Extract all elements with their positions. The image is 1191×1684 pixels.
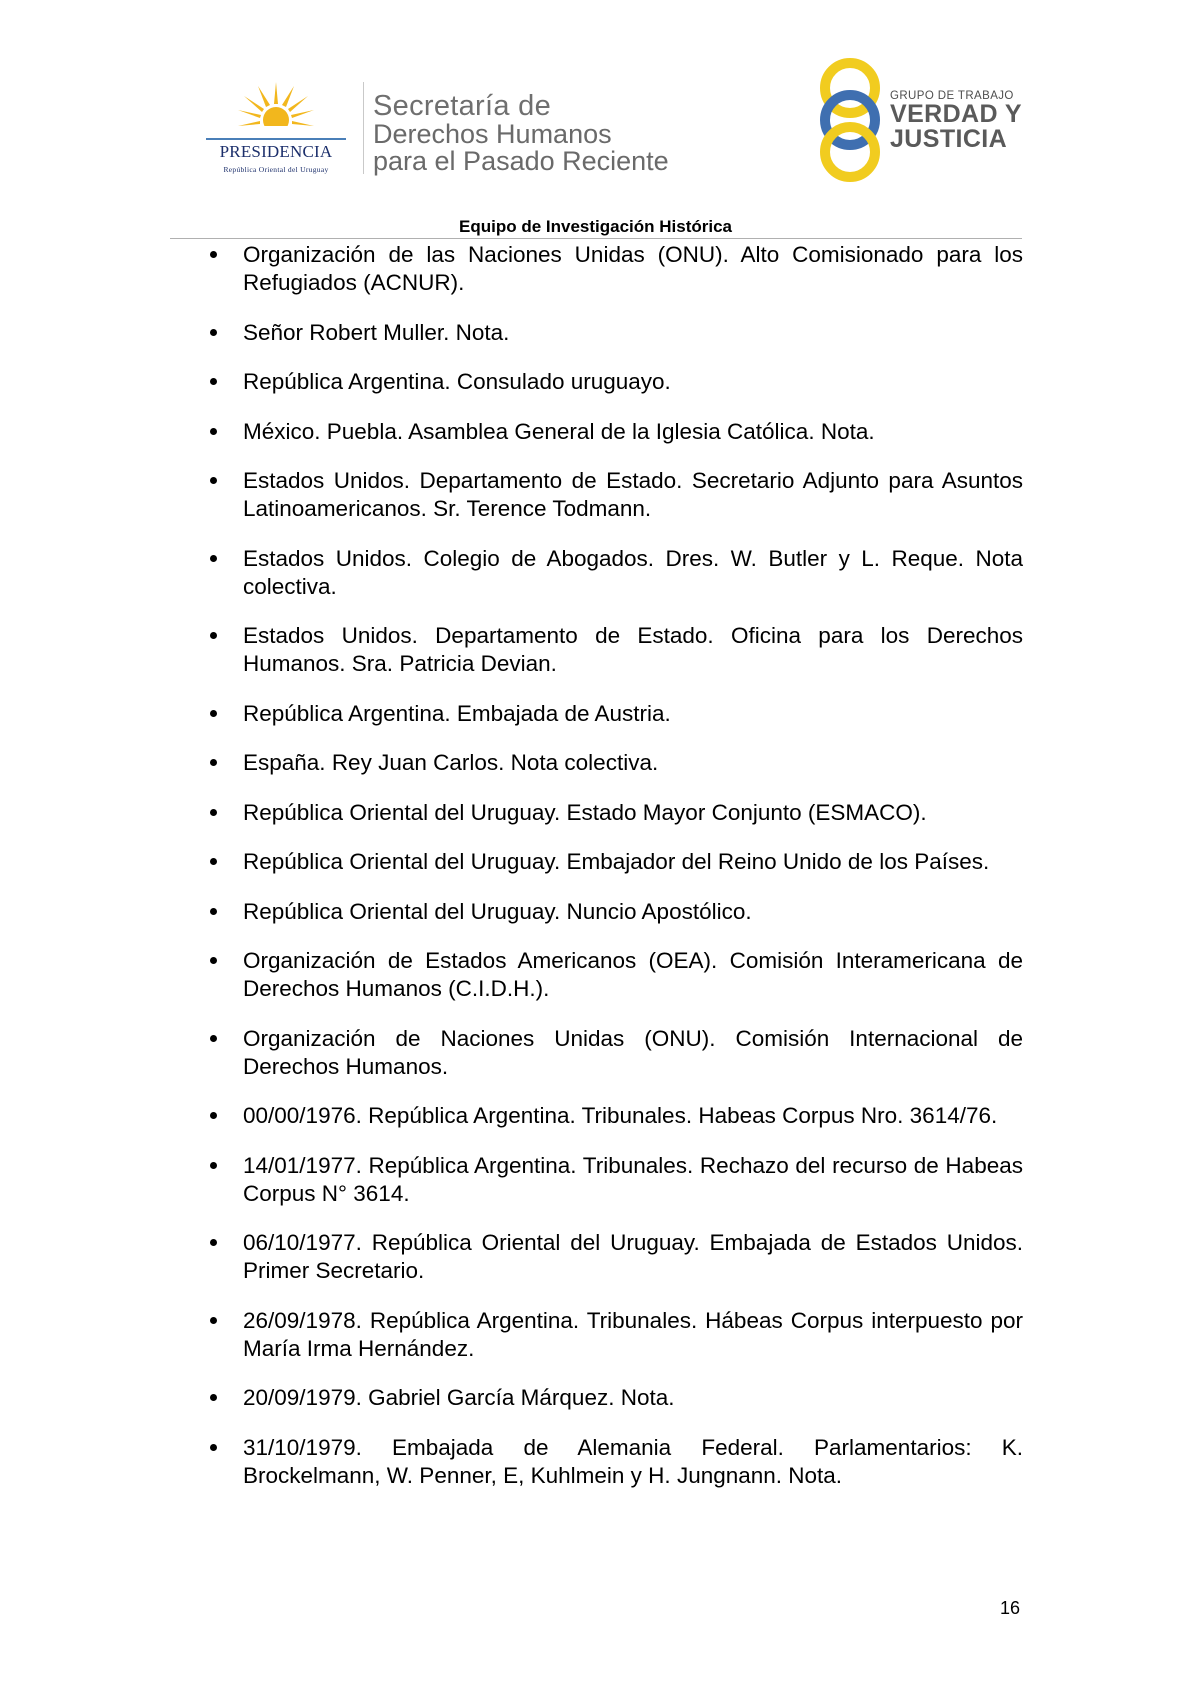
list-item	[205, 622, 1023, 678]
list-item-text: República Argentina. Embajada de Austria.	[243, 700, 671, 726]
list-item-text: Estados Unidos. Departamento de Estado. Oficina para los Derechos Humanos. Sra. Patricia Devian.	[243, 623, 1023, 676]
list-item-text: 06/10/1977. República Oriental del Uruguay. Embajada de Estados Unidos. Primer Secretario.	[243, 1230, 1023, 1283]
list-item-text: República Oriental del Uruguay. Embajador del Reino Unido de los Países.	[243, 849, 990, 874]
list-item-text: Organización de las Naciones Unidas (ONU). Alto Comisionado para los Refugiados (ACNUR).	[243, 242, 1023, 295]
justicia-label: JUSTICIA	[890, 125, 1008, 153]
list-item	[205, 368, 1023, 396]
bullet-icon	[210, 957, 217, 964]
presidencia-rule	[206, 138, 346, 140]
list-item-text: Organización de Estados Americanos (OEA). Comisión Interamericana de Derechos Humanos (C.I.D.H.).	[243, 948, 1023, 1001]
bullet-icon	[210, 1035, 217, 1042]
page-header	[0, 0, 1191, 236]
bullet-icon	[210, 632, 217, 639]
bullet-icon	[210, 809, 217, 816]
header-rule	[170, 238, 1022, 239]
section-title: Equipo de Investigación Histórica	[459, 217, 732, 236]
bullet-icon	[210, 555, 217, 562]
grupo-trabajo-label: GRUPO DE TRABAJO	[890, 90, 1014, 102]
list-item-text: Estados Unidos. Departamento de Estado. Secretario Adjunto para Asuntos Latinoamericanos. Sr. Terence Todmann.	[243, 468, 1023, 521]
list-item-text: Organización de Naciones Unidas (ONU). Comisión Internacional de Derechos Humanos.	[243, 1025, 1023, 1079]
list-item	[205, 799, 1023, 827]
sun-icon	[236, 80, 316, 140]
list-item-text: 14/01/1977. República Argentina. Tribunales. Rechazo del recurso de Habeas Corpus N° 3614.	[243, 1152, 1023, 1206]
bullet-icon	[210, 858, 217, 865]
list-item	[205, 1025, 1023, 1081]
list-item	[205, 898, 1023, 926]
rings-icon	[818, 58, 888, 182]
list-item-text: 20/09/1979. Gabriel García Márquez. Nota.	[243, 1385, 675, 1410]
list-item	[205, 700, 1023, 728]
list-item	[205, 947, 1023, 1003]
bullet-icon	[210, 1394, 217, 1401]
list-item-text: Señor Robert Muller. Nota.	[243, 319, 510, 345]
bullet-icon	[210, 1239, 217, 1246]
list-item	[205, 848, 1023, 876]
secretaria-logo-text	[373, 92, 669, 175]
bullet-icon	[210, 1162, 217, 1169]
list-item-text: 00/00/1976. República Argentina. Tribunales. Habeas Corpus Nro. 3614/76.	[243, 1103, 998, 1128]
bullet-icon	[210, 710, 217, 717]
list-item	[205, 1102, 1023, 1130]
secretaria-line-3: para el Pasado Reciente	[373, 146, 669, 176]
list-item-text: República Oriental del Uruguay. Estado Mayor Conjunto (ESMACO).	[243, 799, 927, 825]
bullet-icon	[210, 1317, 217, 1324]
list-item	[205, 241, 1023, 297]
presidencia-subtitle: República Oriental del Uruguay	[223, 165, 329, 174]
logo-divider	[363, 82, 364, 174]
list-item	[205, 1229, 1023, 1285]
secretaria-line-2: Derechos Humanos	[373, 119, 612, 149]
list-item-text: México. Puebla. Asamblea General de la Iglesia Católica. Nota.	[243, 418, 875, 444]
list-item-text: República Argentina. Consulado uruguayo.	[243, 369, 671, 394]
presidencia-logo	[196, 80, 356, 180]
bullet-icon	[210, 477, 217, 484]
document-body	[205, 241, 1023, 1511]
bullet-icon	[210, 329, 217, 336]
bullet-icon	[210, 428, 217, 435]
page-number: 16	[1000, 1598, 1021, 1618]
list-item-text: República Oriental del Uruguay. Nuncio Apostólico.	[243, 898, 752, 924]
verdad-justicia-logo	[818, 58, 1038, 182]
list-item	[205, 467, 1023, 523]
list-item-text: 26/09/1978. República Argentina. Tribunales. Hábeas Corpus interpuesto por María Irma Hernández.	[243, 1307, 1023, 1361]
list-item-text: España. Rey Juan Carlos. Nota colectiva.	[243, 750, 659, 775]
verdad-label: VERDAD Y	[890, 100, 1022, 128]
bullet-icon	[210, 1112, 217, 1119]
list-item-text: 31/10/1979. Embajada de Alemania Federal. Parlamentarios: K. Brockelmann, W. Penner, E, Kuhlmein y H. Jungnann. Nota.	[243, 1434, 1023, 1488]
bullet-icon	[210, 759, 217, 766]
list-item-text: Estados Unidos. Colegio de Abogados. Dres. W. Butler y L. Reque. Nota colectiva.	[243, 545, 1023, 599]
list-item	[205, 418, 1023, 446]
list-item	[205, 1434, 1023, 1490]
presidencia-title: PRESIDENCIA	[219, 142, 333, 161]
bullet-icon	[210, 908, 217, 915]
list-item	[205, 545, 1023, 601]
verdad-justicia-text	[890, 90, 1022, 152]
list-item	[205, 1152, 1023, 1208]
list-item	[205, 1307, 1023, 1363]
list-item	[205, 319, 1023, 347]
bullet-icon	[210, 378, 217, 385]
bullet-icon	[210, 1444, 217, 1451]
bullet-icon	[210, 251, 217, 258]
list-item	[205, 749, 1023, 777]
list-item	[205, 1384, 1023, 1412]
secretaria-line-1: Secretaría de	[373, 90, 551, 122]
